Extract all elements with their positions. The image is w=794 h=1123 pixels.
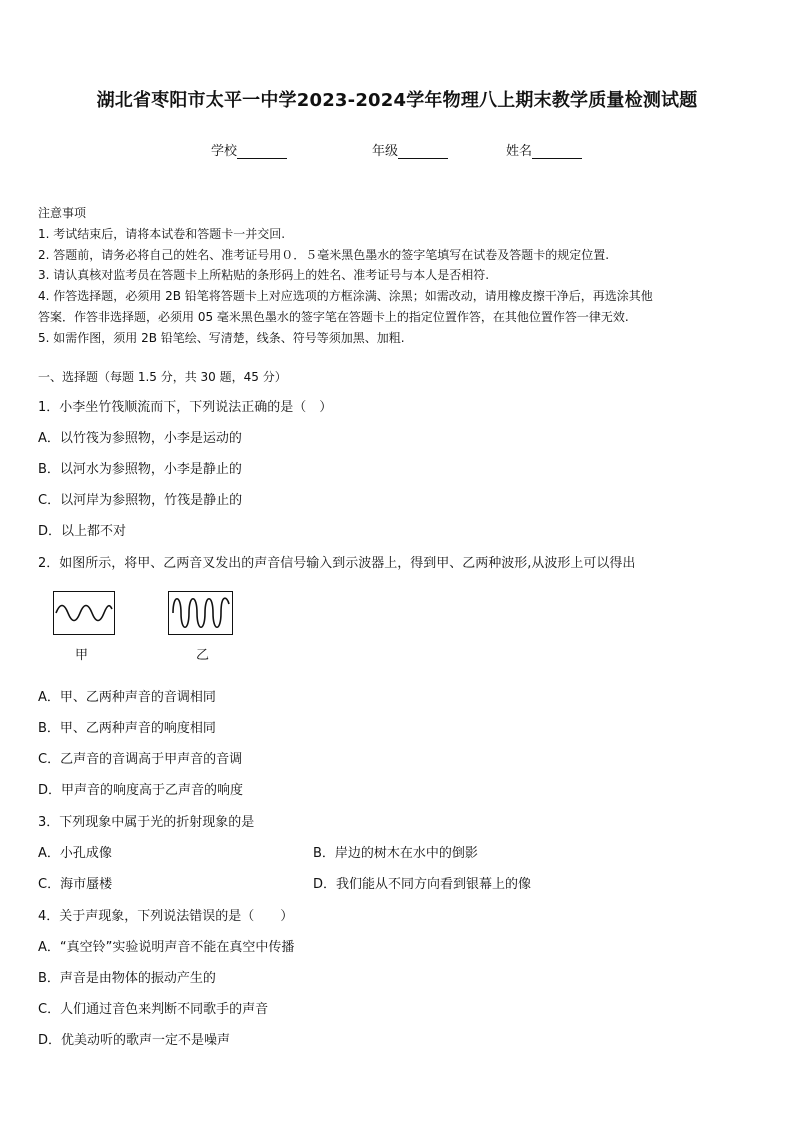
note-item: 5. 如需作图，须用 2B 铅笔绘、写清楚，线条、符号等须加黑、加粗. bbox=[38, 330, 405, 345]
name-field bbox=[506, 140, 582, 159]
school-label: 学校 bbox=[211, 144, 238, 159]
question-3-stem: 3．下列现象中属于光的折射现象的是 bbox=[38, 815, 255, 830]
note-item: 4. 作答选择题，必须用 2B 铅笔将答题卡上对应选项的方框涂满、涂黑；如需改动，请用橡皮擦干净后，再选涂其他 bbox=[38, 289, 653, 304]
notes-heading: 注意事项 bbox=[38, 206, 87, 220]
question-2-option-c: C．乙声音的音调高于甲声音的音调 bbox=[38, 752, 243, 767]
question-3-option-a: A．小孔成像 bbox=[38, 846, 112, 861]
section-heading: 一、选择题（每题 1.5 分，共 30 题，45 分） bbox=[38, 370, 287, 384]
school-field bbox=[211, 140, 287, 159]
name-label: 姓名 bbox=[506, 144, 533, 159]
waveform-jia bbox=[53, 591, 115, 635]
grade-field bbox=[372, 140, 448, 159]
question-3-option-c: C．海市蜃楼 bbox=[38, 877, 113, 892]
question-4-stem: 4．关于声现象，下列说法错误的是（ ） bbox=[38, 909, 294, 924]
question-1-option-d: D．以上都不对 bbox=[38, 524, 127, 539]
question-4-option-a: A．“真空铃”实验说明声音不能在真空中传播 bbox=[38, 940, 295, 955]
page-title: 湖北省枣阳市太平一中学2023-2024学年物理八上期末教学质量检测试题 bbox=[96, 90, 698, 111]
waveform-yi bbox=[168, 591, 233, 635]
question-2-option-d: D．甲声音的响度高于乙声音的响度 bbox=[38, 783, 244, 798]
note-item: 2. 答题前，请务必将自己的姓名、准考证号用０．５毫米黑色墨水的签字笔填写在试卷及答题卡的规定位置. bbox=[38, 247, 610, 262]
waveform-yi-graphic bbox=[169, 592, 232, 634]
question-1-option-a: A．以竹筏为参照物，小李是运动的 bbox=[38, 431, 242, 446]
question-1-option-c: C．以河岸为参照物，竹筏是静止的 bbox=[38, 493, 243, 508]
name-blank[interactable] bbox=[532, 144, 582, 159]
waveform-jia-graphic bbox=[54, 592, 114, 634]
question-4-option-b: B．声音是由物体的振动产生的 bbox=[38, 971, 216, 986]
question-2-option-b: B．甲、乙两种声音的响度相同 bbox=[38, 721, 216, 736]
question-4-option-d: D．优美动听的歌声一定不是噪声 bbox=[38, 1033, 231, 1048]
question-3-option-b: B．岸边的树木在水中的倒影 bbox=[313, 846, 478, 861]
grade-blank[interactable] bbox=[398, 144, 448, 159]
note-item: 1. 考试结束后，请将本试卷和答题卡一并交回. bbox=[38, 226, 286, 241]
note-item: 3. 请认真核对监考员在答题卡上所粘贴的条形码上的姓名、准考证号与本人是否相符. bbox=[38, 268, 490, 283]
question-2-stem: 2．如图所示，将甲、乙两音叉发出的声音信号输入到示波器上，得到甲、乙两种波形,从波形上可以得出 bbox=[38, 556, 636, 571]
school-blank[interactable] bbox=[237, 144, 287, 159]
question-2-option-a: A．甲、乙两种声音的音调相同 bbox=[38, 690, 216, 705]
grade-label: 年级 bbox=[372, 144, 399, 159]
note-item: 答案．作答非选择题，必须用 05 毫米黑色墨水的签字笔在答题卡上的指定位置作答，在其他位置作答一律无效. bbox=[38, 309, 629, 324]
waveform-jia-label: 甲 bbox=[75, 648, 89, 663]
question-1-option-b: B．以河水为参照物，小李是静止的 bbox=[38, 462, 242, 477]
waveform-yi-label: 乙 bbox=[196, 648, 210, 663]
question-3-option-d: D．我们能从不同方向看到银幕上的像 bbox=[313, 877, 532, 892]
question-1-stem: 1．小李坐竹筏顺流而下，下列说法正确的是（ ） bbox=[38, 400, 333, 415]
notes-block bbox=[38, 203, 653, 349]
question-4-option-c: C．人们通过音色来判断不同歌手的声音 bbox=[38, 1002, 269, 1017]
